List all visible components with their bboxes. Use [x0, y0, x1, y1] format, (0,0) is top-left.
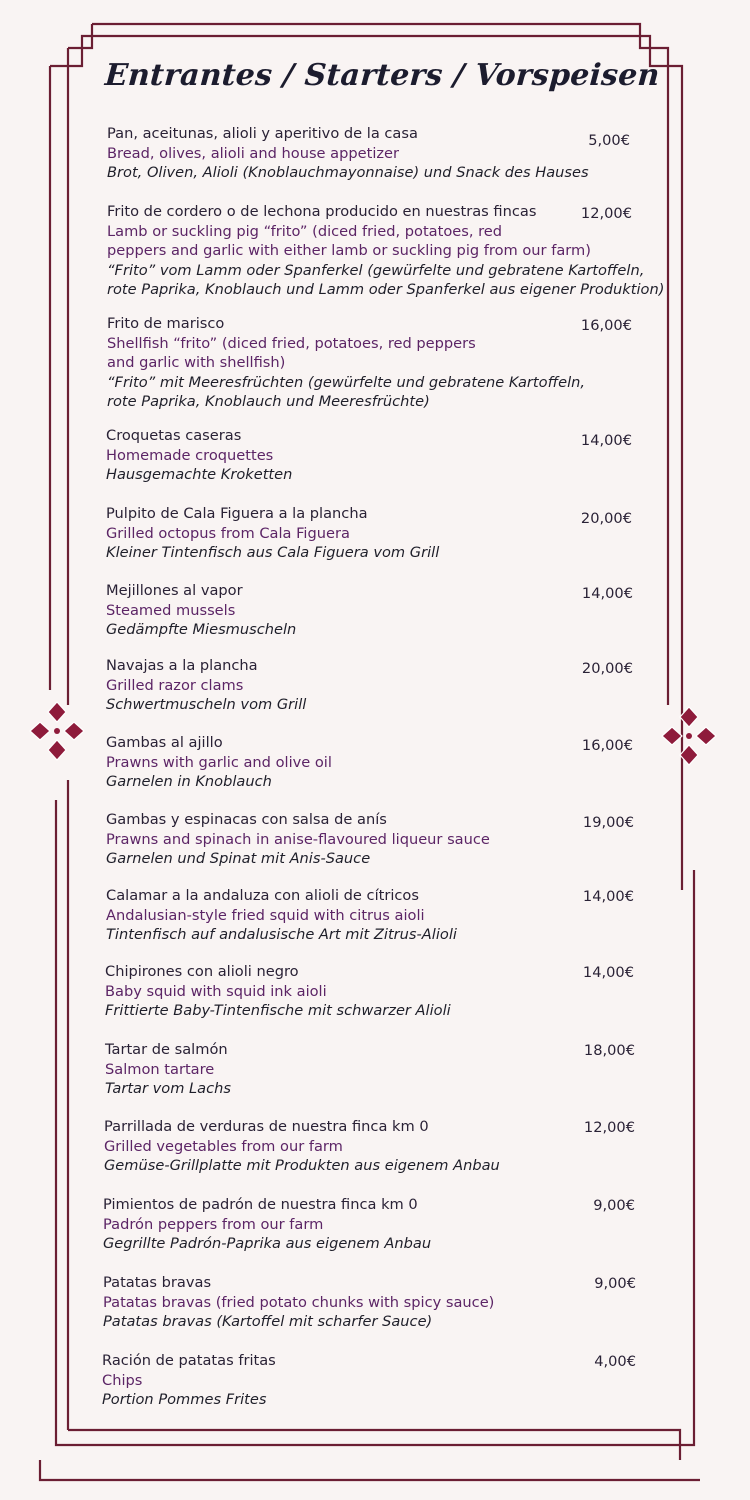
item-name-english: Lamb or suckling pig “frito” (diced fried, potatoes, red	[107, 222, 503, 240]
item-name-spanish: Ración de patatas fritas	[102, 1352, 276, 1369]
item-name-german: Gegrillte Padrón-Paprika aus eigenem Anbau	[103, 1235, 432, 1252]
item-name-german: Brot, Oliven, Alioli (Knoblauchmayonnaise) und Snack des Hauses	[107, 164, 589, 181]
item-name-spanish: Pulpito de Cala Figuera a la plancha	[106, 505, 368, 522]
item-name-spanish: Frito de marisco	[107, 315, 225, 332]
item-name-german: Garnelen in Knoblauch	[106, 773, 272, 790]
item-name-english: peppers and garlic with either lamb or suckling pig from our farm)	[107, 242, 591, 259]
item-name-english: Chips	[102, 1371, 143, 1389]
item-name-english: Baby squid with squid ink aioli	[105, 982, 327, 1000]
item-name-english: Padrón peppers from our farm	[103, 1215, 324, 1233]
item-name-german: rote Paprika, Knoblauch und Lamm oder Spanferkel aus eigener Produktion)	[107, 281, 665, 298]
item-name-spanish: Pan, aceitunas, alioli y aperitivo de la casa	[107, 125, 418, 142]
item-price: 12,00€	[583, 1119, 635, 1136]
item-name-english: Prawns with garlic and olive oil	[106, 753, 332, 771]
item-name-german: Tartar vom Lachs	[105, 1080, 231, 1097]
item-name-english: Bread, olives, alioli and house appetizer	[107, 144, 400, 162]
item-name-spanish: Navajas a la plancha	[106, 657, 258, 674]
item-price: 4,00€	[594, 1353, 636, 1370]
item-name-german: Hausgemachte Kroketten	[106, 466, 293, 483]
item-name-english: Patatas bravas (fried potato chunks with spicy sauce)	[103, 1293, 495, 1311]
item-price: 18,00€	[583, 1042, 635, 1059]
item-name-spanish: Gambas al ajillo	[106, 734, 223, 751]
item-name-german: Garnelen und Spinat mit Anis-Sauce	[106, 850, 371, 867]
item-name-english: Salmon tartare	[105, 1060, 215, 1078]
item-name-english: Grilled razor clams	[106, 676, 244, 694]
item-name-german: Gemüse-Grillplatte mit Produkten aus eigenem Anbau	[104, 1157, 500, 1174]
item-name-german: Portion Pommes Frites	[102, 1391, 267, 1408]
item-price: 5,00€	[588, 132, 630, 149]
item-price: 20,00€	[580, 510, 632, 527]
item-name-spanish: Calamar a la andaluza con alioli de cítricos	[106, 887, 419, 904]
item-name-german: Kleiner Tintenfisch aus Cala Figuera vom Grill	[106, 544, 440, 561]
item-name-spanish: Pimientos de padrón de nuestra finca km 0	[103, 1196, 418, 1213]
item-name-english: Homemade croquettes	[106, 446, 274, 464]
item-name-english: Shellfish “frito” (diced fried, potatoes, red peppers	[107, 334, 476, 352]
item-price: 19,00€	[582, 814, 634, 831]
item-price: 12,00€	[580, 205, 632, 222]
item-price: 14,00€	[582, 888, 634, 905]
item-name-spanish: Parrillada de verduras de nuestra finca km 0	[104, 1118, 429, 1135]
item-name-english: and garlic with shellfish)	[107, 354, 286, 371]
item-name-spanish: Croquetas caseras	[106, 427, 242, 444]
item-name-german: Schwertmuscheln vom Grill	[106, 696, 307, 713]
item-price: 20,00€	[581, 660, 633, 677]
item-name-english: Prawns and spinach in anise-flavoured liqueur sauce	[106, 830, 490, 848]
item-name-spanish: Mejillones al vapor	[106, 582, 243, 599]
item-name-german: “Frito” vom Lamm oder Spanferkel (gewürfelte und gebratene Kartoffeln,	[107, 261, 645, 279]
item-price: 9,00€	[593, 1197, 635, 1214]
item-name-german: Frittierte Baby-Tintenfische mit schwarzer Alioli	[105, 1002, 451, 1019]
item-price: 16,00€	[581, 737, 633, 754]
page-title: Entrantes / Starters / Vorspeisen	[103, 58, 661, 93]
item-name-german: Patatas bravas (Kartoffel mit scharfer Sauce)	[103, 1313, 433, 1330]
item-price: 14,00€	[582, 964, 634, 981]
item-name-german: “Frito” mit Meeresfrüchten (gewürfelte und gebratene Kartoffeln,	[107, 373, 586, 391]
item-name-spanish: Gambas y espinacas con salsa de anís	[106, 811, 387, 828]
item-name-spanish: Tartar de salmón	[105, 1041, 228, 1058]
item-name-english: Grilled vegetables from our farm	[104, 1137, 343, 1155]
item-name-spanish: Chipirones con alioli negro	[105, 963, 299, 980]
item-name-english: Steamed mussels	[106, 601, 236, 619]
item-name-german: Gedämpfte Miesmuscheln	[106, 621, 297, 638]
item-name-spanish: Patatas bravas	[103, 1274, 212, 1291]
item-price: 14,00€	[580, 432, 632, 449]
item-name-german: rote Paprika, Knoblauch und Meeresfrüchte)	[107, 393, 430, 410]
item-name-english: Grilled octopus from Cala Figuera	[106, 524, 350, 542]
item-price: 16,00€	[580, 317, 632, 334]
item-name-english: Andalusian-style fried squid with citrus aioli	[106, 906, 425, 924]
item-price: 9,00€	[594, 1275, 636, 1292]
item-price: 14,00€	[581, 585, 633, 602]
item-name-german: Tintenfisch auf andalusische Art mit Zitrus-Alioli	[106, 926, 457, 943]
item-name-spanish: Frito de cordero o de lechona producido en nuestras fincas	[107, 203, 537, 220]
